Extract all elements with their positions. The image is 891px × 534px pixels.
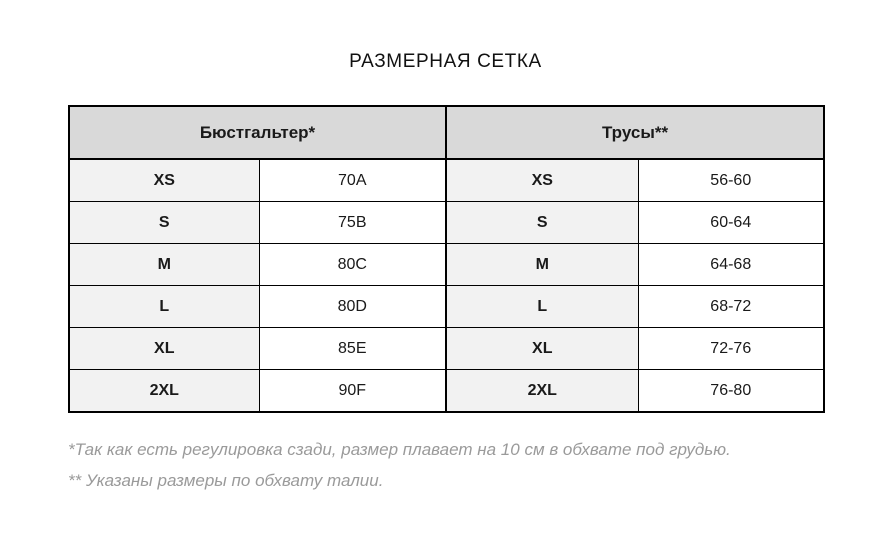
table-header-bra: Бюстгальтер* (69, 106, 446, 159)
panties-size-cell: L (446, 286, 638, 328)
bra-size-cell: L (69, 286, 259, 328)
bra-value-cell: 80D (259, 286, 446, 328)
bra-size-cell: S (69, 202, 259, 244)
bra-value-cell: 90F (259, 370, 446, 413)
table-row (69, 244, 824, 286)
panties-value-cell: 76-80 (638, 370, 824, 413)
bra-size-cell: M (69, 244, 259, 286)
page-title: РАЗМЕРНАЯ СЕТКА (349, 51, 542, 72)
table-header-row (69, 106, 824, 159)
panties-value-cell: 56-60 (638, 159, 824, 202)
table-row (69, 370, 824, 413)
bra-size-cell: 2XL (69, 370, 259, 413)
panties-size-cell: XL (446, 328, 638, 370)
footnote-panties: ** Указаны размеры по обхвату талии. (68, 471, 384, 490)
bra-value-cell: 70A (259, 159, 446, 202)
bra-size-cell: XS (69, 159, 259, 202)
panties-value-cell: 68-72 (638, 286, 824, 328)
size-table (68, 105, 825, 413)
panties-size-cell: 2XL (446, 370, 638, 413)
panties-size-cell: M (446, 244, 638, 286)
panties-size-cell: S (446, 202, 638, 244)
table-row (69, 159, 824, 202)
footnote-bra: *Так как есть регулировка сзади, размер плавает на 10 см в обхвате под грудью. (68, 440, 731, 459)
bra-value-cell: 75B (259, 202, 446, 244)
table-row (69, 202, 824, 244)
bra-value-cell: 80C (259, 244, 446, 286)
table-row (69, 286, 824, 328)
panties-size-cell: XS (446, 159, 638, 202)
table-header-panties: Трусы** (446, 106, 824, 159)
footnotes-block (68, 434, 828, 496)
table-row (69, 328, 824, 370)
panties-value-cell: 64-68 (638, 244, 824, 286)
panties-value-cell: 60-64 (638, 202, 824, 244)
panties-value-cell: 72-76 (638, 328, 824, 370)
bra-value-cell: 85E (259, 328, 446, 370)
bra-size-cell: XL (69, 328, 259, 370)
